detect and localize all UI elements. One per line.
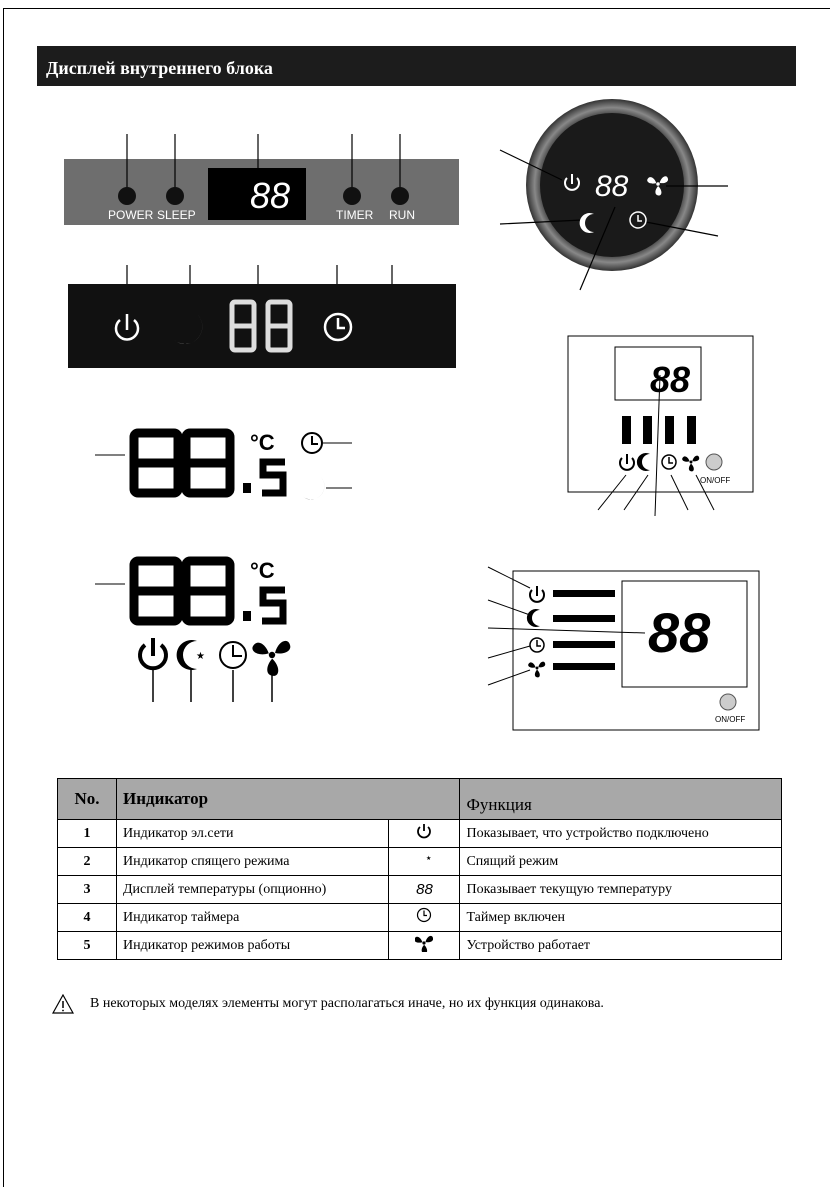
digits-icon: 88: [389, 876, 460, 904]
temp-unit: °C: [250, 558, 275, 583]
note-text: В некоторых моделях элементы могут располагаться иначе, но их функция одинакова.: [90, 996, 604, 1011]
run-label: RUN: [389, 208, 415, 222]
power-label: POWER: [108, 208, 154, 222]
warning-note: [52, 994, 604, 1014]
header-function: Функция: [460, 779, 782, 820]
table-row: [58, 820, 782, 848]
panel-segment-temp-2: [95, 558, 290, 702]
row-indicator: Индикатор режимов работы: [117, 932, 389, 960]
row-number: 3: [58, 876, 117, 904]
svg-text:★: ★: [426, 856, 432, 862]
row-function: Спящий режим: [460, 848, 782, 876]
header-no: No.: [58, 779, 117, 820]
header-indicator: Индикатор: [117, 779, 460, 820]
row-indicator: Индикатор эл.сети: [117, 820, 389, 848]
panel-round: [500, 99, 728, 290]
row-function: Показывает, что устройство подключено: [460, 820, 782, 848]
onoff-label: ON/OFF: [715, 715, 746, 724]
indicator-table: [57, 778, 782, 960]
power-icon: [140, 638, 166, 668]
temp-unit: °C: [250, 430, 275, 455]
row-number: 4: [58, 904, 117, 932]
row-function: Устройство работает: [460, 932, 782, 960]
digits-display: 88: [648, 601, 711, 664]
warning-icon: [52, 994, 74, 1014]
panel-segment-temp-1: [95, 430, 352, 499]
table-row: [58, 848, 782, 876]
sleep-label: SLEEP: [157, 208, 196, 222]
fan-icon: [389, 932, 460, 960]
table-row: [58, 904, 782, 932]
onoff-button[interactable]: [720, 694, 736, 710]
row-number: 2: [58, 848, 117, 876]
table-row: [58, 932, 782, 960]
row-number: 5: [58, 932, 117, 960]
table-header-row: [58, 779, 782, 820]
onoff-button[interactable]: [706, 454, 722, 470]
timer-label: TIMER: [336, 208, 374, 222]
power-icon: [389, 820, 460, 848]
clock-icon: [220, 642, 246, 668]
panel-grey-strip: [64, 134, 459, 225]
digits-display: 88: [250, 175, 291, 216]
digits-display: 88: [650, 359, 691, 400]
row-indicator: Дисплей температуры (опционно): [117, 876, 389, 904]
row-function: Таймер включен: [460, 904, 782, 932]
table-row: [58, 876, 782, 904]
page-title: Дисплей внутреннего блока: [37, 46, 796, 86]
row-indicator: Индикатор спящего режима: [117, 848, 389, 876]
clock-icon: [302, 433, 322, 453]
svg-text:★: ★: [196, 651, 205, 662]
panel-square: [568, 336, 753, 516]
timer-icon: [389, 904, 460, 932]
row-function: Показывает текущую температуру: [460, 876, 782, 904]
sleep-icon: [177, 640, 197, 670]
panel-rect: [488, 567, 759, 730]
onoff-label: ON/OFF: [700, 476, 731, 485]
row-number: 1: [58, 820, 117, 848]
sleep-icon: [389, 848, 460, 876]
moon-icon: [302, 476, 324, 499]
row-indicator: Индикатор таймера: [117, 904, 389, 932]
fan-icon: [251, 640, 291, 678]
digits-display: 88: [595, 170, 629, 203]
